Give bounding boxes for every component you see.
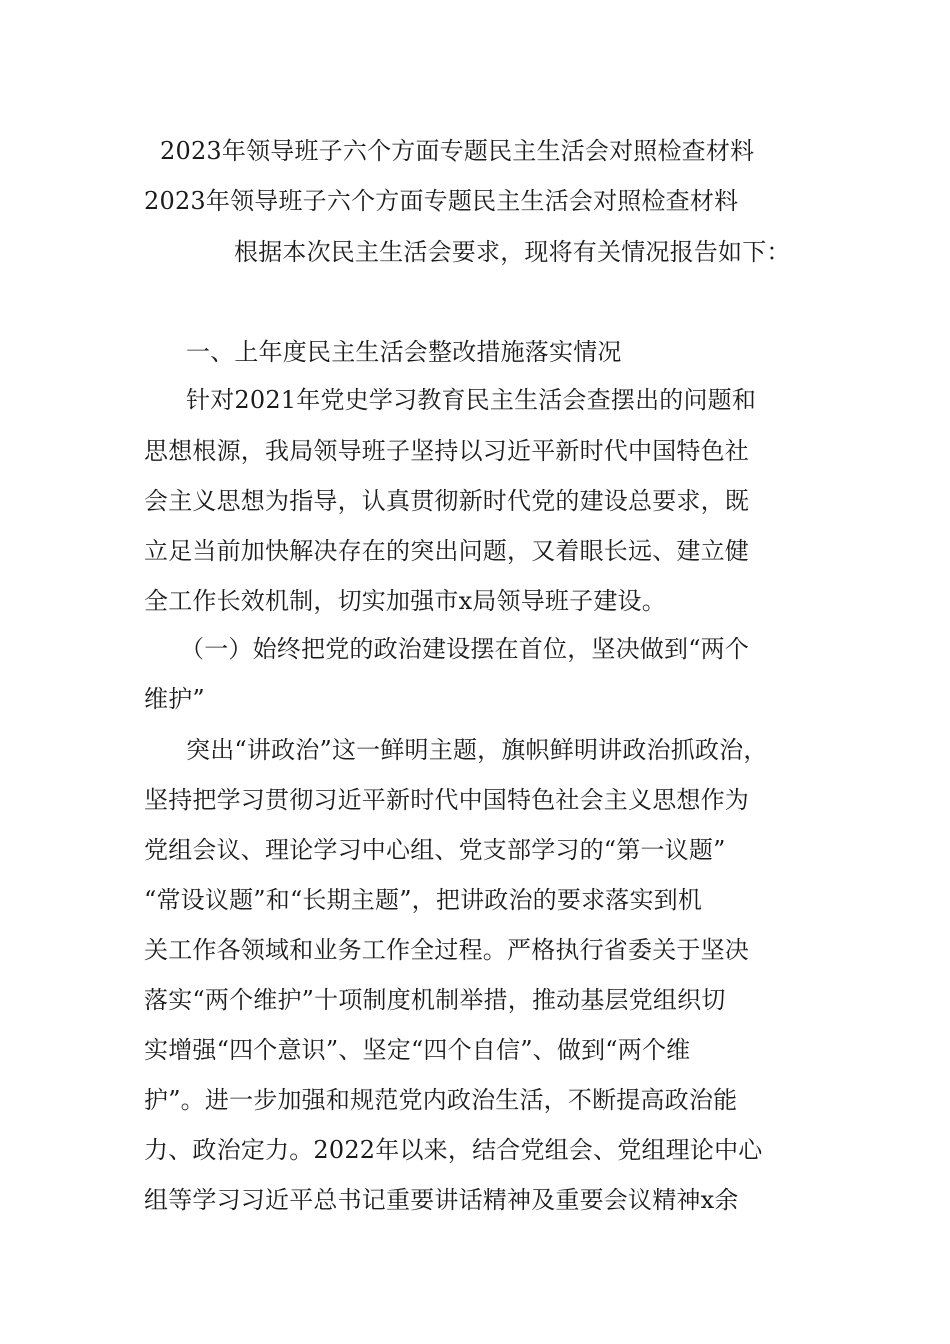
paragraph-line: 坚持把学习贯彻习近平新时代中国特色社会主义思想作为 (144, 786, 749, 814)
paragraph-line: 关工作各领域和业务工作全过程。严格执行省委关于坚决 (144, 936, 749, 964)
paragraph-line: 落实“两个维护”十项制度机制举措，推动基层党组织切 (144, 986, 726, 1014)
document-title: 2023年领导班子六个方面专题民主生活会对照检查材料 (160, 137, 755, 165)
paragraph-line: 全工作长效机制，切实加强市x局领导班子建设。 (144, 587, 666, 615)
paragraph-line: 党组会议、理论学习中心组、党支部学习的“第一议题” (144, 836, 726, 864)
paragraph-line: 组等学习习近平总书记重要讲话精神及重要会议精神x余 (144, 1186, 739, 1214)
document-title-repeat: 2023年领导班子六个方面专题民主生活会对照检查材料 (144, 187, 739, 215)
intro-paragraph: 根据本次民主生活会要求，现将有关情况报告如下： (234, 238, 791, 266)
paragraph-line: 实增强“四个意识”、坚定“四个自信”、做到“两个维 (144, 1036, 691, 1064)
paragraph-line: 针对2021年党史学习教育民主生活会查摆出的问题和 (186, 386, 757, 414)
paragraph-line: “常设议题”和“长期主题”，把讲政治的要求落实到机 (144, 886, 703, 914)
subsection-heading-line: 维护” (144, 685, 205, 713)
paragraph-line: 突出“讲政治”这一鲜明主题，旗帜鲜明讲政治抓政治， (186, 736, 768, 764)
paragraph-line: 会主义思想为指导，认真贯彻新时代党的建设总要求，既 (144, 487, 749, 515)
paragraph-line: 护”。进一步加强和规范党内政治生活，不断提高政治能 (144, 1086, 738, 1114)
paragraph-line: 力、政治定力。2022年以来，结合党组会、党组理论中心 (144, 1136, 763, 1164)
paragraph-line: 立足当前加快解决存在的突出问题，又着眼长远、建立健 (144, 537, 749, 565)
paragraph-line: 思想根源，我局领导班子坚持以习近平新时代中国特色社 (144, 437, 749, 465)
section-heading: 一、上年度民主生活会整改措施落实情况 (186, 338, 622, 366)
subsection-heading-line: （一）始终把党的政治建设摆在首位，坚决做到“两个 (180, 635, 750, 663)
